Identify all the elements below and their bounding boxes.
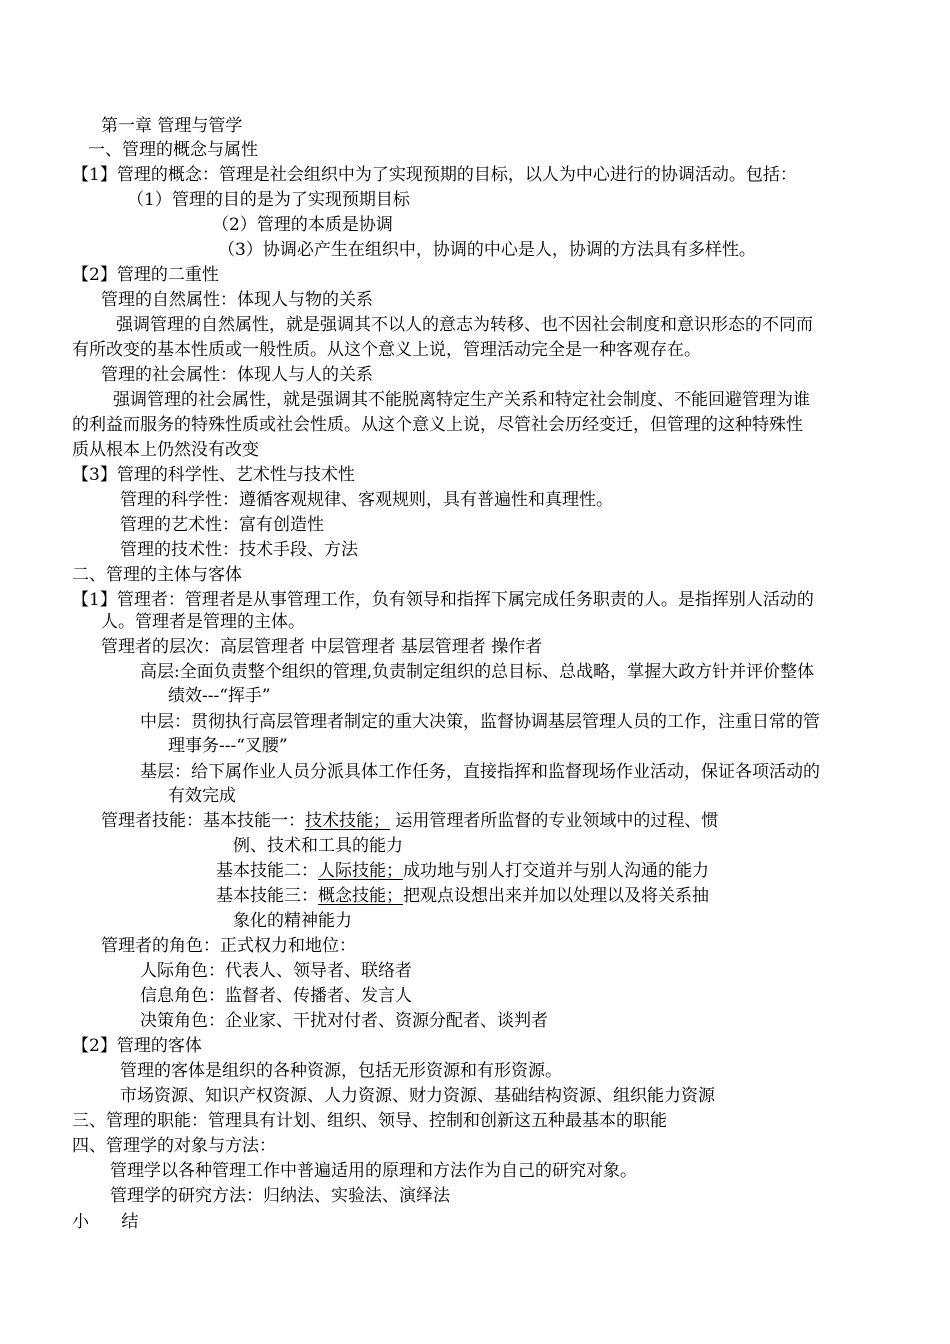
skill-3-desc: 把观点设想出来并加以处理以及将关系抽 [403, 886, 709, 906]
skill-3-name: 概念技能； [318, 886, 403, 906]
high-level-text-2: 绩效---“挥手” [168, 686, 271, 706]
natural-attr-text-2: 有所改变的基本性质或一般性质。从这个意义上说，管理活动完全是一种客观存在。 [72, 340, 701, 360]
s2-p1-text-1: 管理者：管理者是从事管理工作，负有领导和指挥下属完成任务职责的人。是指挥别人活动的 [116, 590, 814, 610]
s1-p2-title: 管理的二重性 [116, 265, 219, 285]
skill-2-desc: 成功地与别人打交道并与别人沟通的能力 [403, 861, 709, 881]
social-attr-text-2: 的利益而服务的特殊性质或社会性质。从这个意义上说，尽管社会历经变迁，但管理的这种特殊性 [72, 415, 803, 435]
s1-p3-line [72, 465, 355, 485]
skill-2-name: 人际技能； [318, 861, 403, 881]
section-4-heading: 四、管理学的对象与方法： [72, 1136, 276, 1156]
base-level-text-1: 基层：给下属作业人员分派具体工作任务，直接指挥和监督现场作业活动，保证各项活动的 [140, 762, 820, 782]
skill-1-line [101, 811, 718, 831]
skill-1-desc: 运用管理者所监督的专业领域中的过程、惯 [390, 811, 719, 831]
mid-level-text-2: 理事务---“叉腰” [168, 736, 288, 756]
natural-attr-heading: 管理的自然属性：体现人与物的关系 [101, 290, 373, 310]
section-3-text: 三、管理的职能：管理具有计划、组织、领导、控制和创新这五种最基本的职能 [72, 1111, 667, 1131]
s2-p1-line [72, 590, 814, 610]
section-4-text-1: 管理学以各种管理工作中普遍适用的原理和方法作为自己的研究对象。 [110, 1161, 637, 1181]
section-1-heading: 一、管理的概念与属性 [88, 140, 258, 160]
role-decisional: 决策角色：企业家、干扰对付者、资源分配者、谈判者 [140, 1011, 548, 1031]
section-4-text-2: 管理学的研究方法：归纳法、实验法、演绎法 [110, 1186, 450, 1206]
skill-3-desc-2: 象化的精神能力 [233, 911, 352, 931]
s2-p2-line [72, 1036, 202, 1056]
s1-p1-item-3: （3）协调必产生在组织中，协调的中心是人，协调的方法具有多样性。 [218, 240, 756, 260]
s2-p2-label: 【2】 [72, 1036, 117, 1056]
skill-1-prefix: 基本技能一： [203, 811, 305, 831]
chapter-title: 第一章 管理与管学 [101, 116, 243, 136]
social-attr-text-3: 质从根本上仍然没有改变 [72, 440, 259, 460]
s1-p3-title: 管理的科学性、艺术性与技术性 [116, 465, 355, 485]
s1-p1-text: 管理的概念：管理是社会组织中为了实现预期的目标，以人为中心进行的协调活动。包括： [116, 165, 797, 185]
s1-p1-line [72, 165, 797, 185]
skill-2-prefix: 基本技能二： [216, 861, 318, 881]
s1-p1-item-2: （2）管理的本质是协调 [212, 215, 393, 235]
skill-1-name: 技术技能； [305, 811, 390, 831]
high-level-text-1: 高层:全面负责整个组织的管理,负责制定组织的总目标、总战略，掌握大政方针并评价整体 [140, 662, 815, 682]
skill-1-desc-2: 例、技术和工具的能力 [233, 836, 403, 856]
section-2-heading: 二、管理的主体与客体 [72, 565, 242, 585]
summary-heading: 小 结 [72, 1212, 139, 1232]
s1-p1-item-1: （1）管理的目的是为了实现预期目标 [127, 190, 410, 210]
tech-line: 管理的技术性：技术手段、方法 [120, 540, 358, 560]
role-informational: 信息角色：监督者、传播者、发言人 [140, 986, 412, 1006]
skills-label: 管理者技能： [101, 811, 203, 831]
s1-p3-label: 【3】 [72, 465, 117, 485]
manager-levels: 管理者的层次：高层管理者 中层管理者 基层管理者 操作者 [101, 637, 543, 657]
social-attr-heading: 管理的社会属性：体现人与人的关系 [101, 365, 373, 385]
natural-attr-text-1: 强调管理的自然属性，就是强调其不以人的意志为转移、也不因社会制度和意识形态的不同而 [116, 315, 813, 335]
base-level-text-2: 有效完成 [168, 786, 236, 806]
s2-p1-label: 【1】 [72, 590, 117, 610]
object-text-2: 市场资源、知识产权资源、人力资源、财力资源、基础结构资源、组织能力资源 [120, 1086, 715, 1106]
skill-3-prefix: 基本技能三： [216, 886, 318, 906]
skill-2-line [216, 861, 709, 881]
s2-p1-text-2: 人。管理者是管理的主体。 [101, 612, 305, 632]
skill-3-line [216, 886, 709, 906]
s1-p1-label: 【1】 [72, 165, 117, 185]
object-text-1: 管理的客体是组织的各种资源，包括无形资源和有形资源。 [120, 1061, 562, 1081]
social-attr-text-1: 强调管理的社会属性，就是强调其不能脱离特定生产关系和特定社会制度、不能回避管理为谁 [113, 390, 810, 410]
science-line: 管理的科学性：遵循客观规律、客观规则，具有普遍性和真理性。 [120, 490, 613, 510]
s2-p2-title: 管理的客体 [116, 1036, 202, 1056]
s1-p2-label: 【2】 [72, 265, 117, 285]
role-interpersonal: 人际角色：代表人、领导者、联络者 [140, 961, 412, 981]
s1-p2-line [72, 265, 219, 285]
art-line: 管理的艺术性：富有创造性 [120, 515, 324, 535]
mid-level-text-1: 中层：贯彻执行高层管理者制定的重大决策，监督协调基层管理人员的工作，注重日常的管 [140, 712, 820, 732]
manager-roles: 管理者的角色：正式权力和地位： [101, 936, 356, 956]
